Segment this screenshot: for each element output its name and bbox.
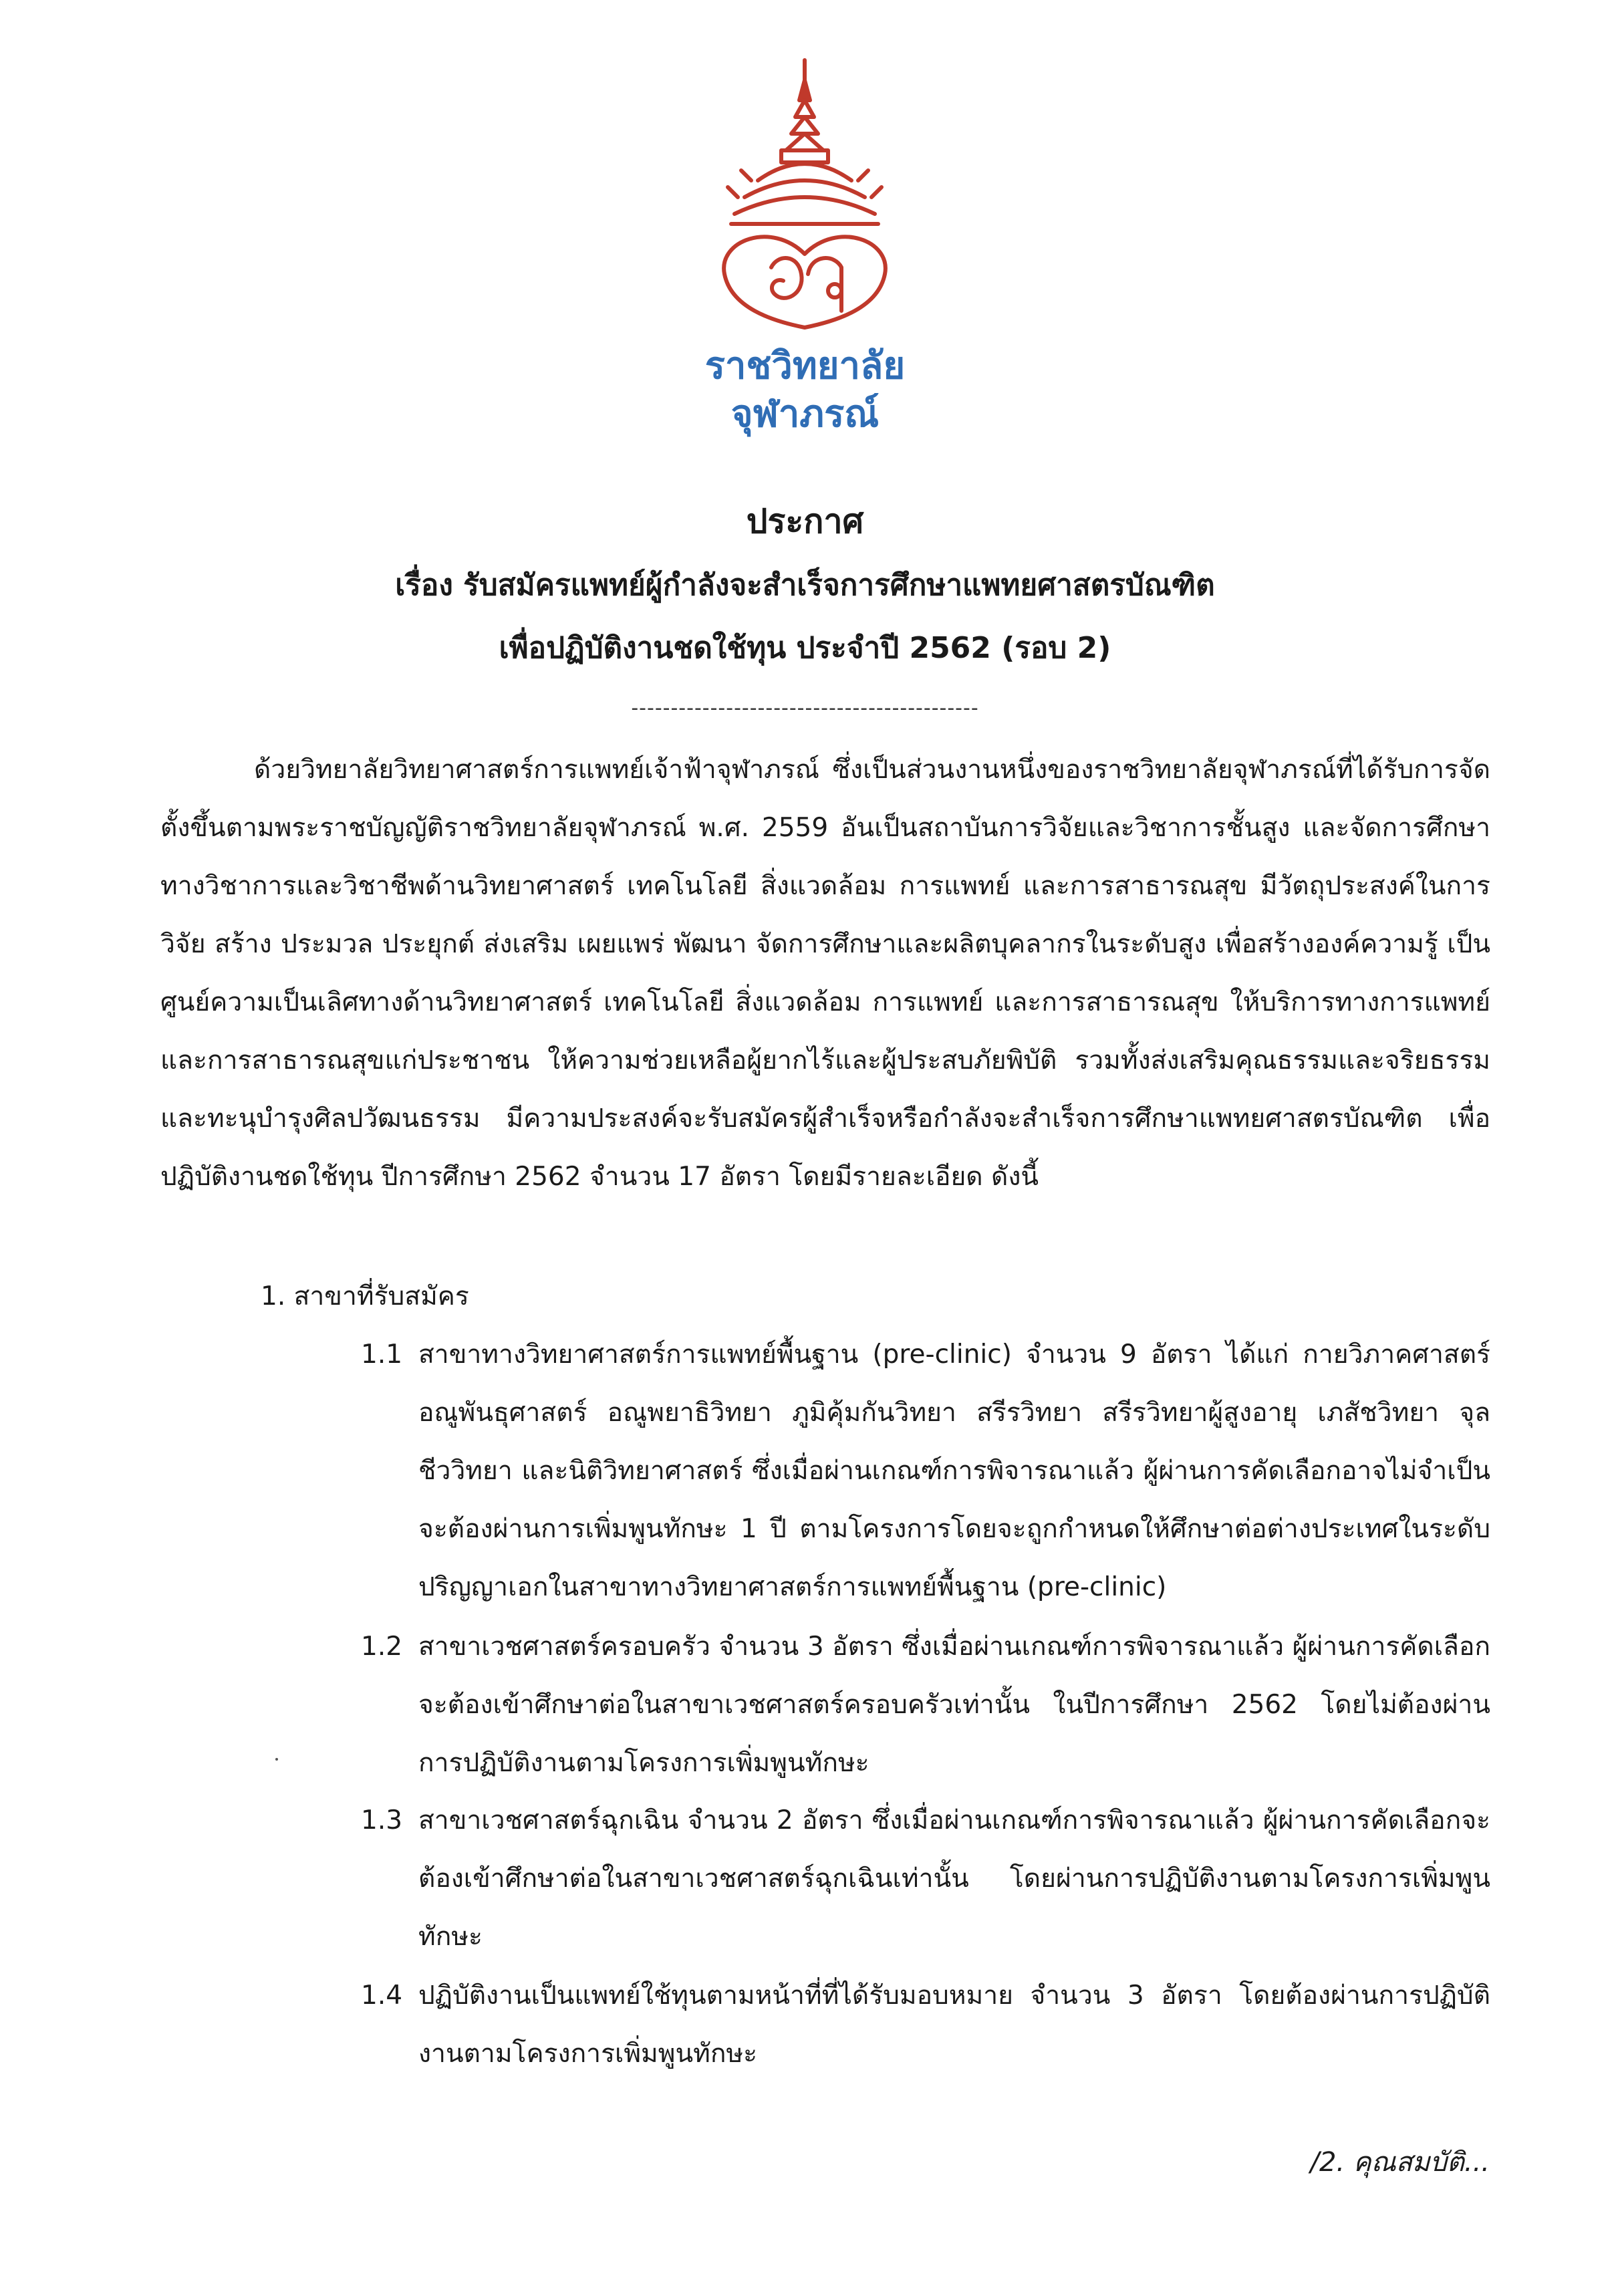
brand-name-line-2: จุฬาภรณ์ (730, 392, 880, 436)
list-item (361, 1618, 1490, 1792)
list-item (361, 1325, 1490, 1616)
list-item-number: 1.1 (361, 1340, 403, 1370)
section-heading: 1. สาขาที่รับสมัคร (261, 1281, 469, 1311)
list-item-text: สาขาเวชศาสตร์ฉุกเฉิน จำนวน 2 อัตรา ซึ่งเมื่อผ่านเกณฑ์การพิจารณาแล้ว ผู้ผ่านการคัดเลือกจะต้องเข้าศึกษาต่อในสาขาเวชศาสตร์ฉุกเฉินเท่านั้น โดยผ่านการปฏิบัติงานตามโครงการเพิ่มพูนทักษะ (418, 1805, 1490, 1952)
announcement-title: ประกาศ (746, 502, 864, 541)
brand-name-line-1: ราชวิทยาลัย (704, 344, 906, 388)
list-item-text: ปฏิบัติงานเป็นแพทย์ใช้ทุนตามหน้าที่ที่ได้รับมอบหมาย จำนวน 3 อัตรา โดยต้องผ่านการปฏิบัติงานตามโครงการเพิ่มพูนทักษะ (418, 1981, 1490, 2069)
intro-paragraph: ด้วยวิทยาลัยวิทยาศาสตร์การแพทย์เจ้าฟ้าจุฬาภรณ์ ซึ่งเป็นส่วนงานหนึ่งของราชวิทยาลัยจุฬาภรณ์ที่ได้รับการจัดตั้งขึ้นตามพระราชบัญญัติราชวิทยาลัยจุฬาภรณ์ พ.ศ. 2559 อันเป็นสถาบันการวิจัยและวิชาการชั้นสูง และจัดการศึกษาทางวิชาการและวิชาชีพด้านวิทยาศาสตร์ เทคโนโลยี สิ่งแวดล้อม การแพทย์ และการสาธารณสุข มีวัตถุประสงค์ในการวิจัย สร้าง ประมวล ประยุกต์ ส่งเสริม เผยแพร่ พัฒนา จัดการศึกษาและผลิตบุคลากรในระดับสูง เพื่อสร้างองค์ความรู้ เป็นศูนย์ความเป็นเลิศทางด้านวิทยาศาสตร์ เทคโนโลยี สิ่งแวดล้อม การแพทย์ และการสาธารณสุข ให้บริการทางการแพทย์และการสาธารณสุขแก่ประชาชน ให้ความช่วยเหลือผู้ยากไร้และผู้ประสบภัยพิบัติ รวมทั้งส่งเสริมคุณธรรมและจริยธรรม และทะนุบำรุงศิลปวัฒนธรรม มีความประสงค์จะรับสมัครผู้สำเร็จหรือกำลังจะสำเร็จการศึกษาแพทยศาสตรบัณฑิต เพื่อปฏิบัติงานชดใช้ทุน ปีการศึกษา 2562 จำนวน 17 อัตรา โดยมีรายละเอียด ดังนี้ (160, 755, 1490, 1192)
list-item-text: สาขาเวชศาสตร์ครอบครัว จำนวน 3 อัตรา ซึ่งเมื่อผ่านเกณฑ์การพิจารณาแล้ว ผู้ผ่านการคัดเลือกจะต้องเข้าศึกษาต่อในสาขาเวชศาสตร์ครอบครัวเท่านั้น ในปีการศึกษา 2562 โดยไม่ต้องผ่านการปฏิบัติงานตามโครงการเพิ่มพูนทักษะ (418, 1632, 1490, 1778)
list-item-number: 1.2 (361, 1632, 403, 1662)
list-item (361, 1791, 1490, 1966)
college-emblem-logo (671, 53, 938, 334)
royal-college-emblem-icon (671, 53, 938, 334)
list-item-number: 1.4 (361, 1981, 403, 2011)
scan-speck (275, 1758, 278, 1761)
separator-line: -------------------------------------------- (631, 696, 979, 720)
list-item (361, 1966, 1490, 2083)
list-item-text: สาขาทางวิทยาศาสตร์การแพทย์พื้นฐาน (pre-clinic) จำนวน 9 อัตรา ได้แก่ กายวิภาคศาสตร์ อณูพันธุศาสตร์ อณูพยาธิวิทยา ภูมิคุ้มกันวิทยา สรีรวิทยา สรีรวิทยาผู้สูงอายุ เภสัชวิทยา จุลชีววิทยา และนิติวิทยาศาสตร์ ซึ่งเมื่อผ่านเกณฑ์การพิจารณาแล้ว ผู้ผ่านการคัดเลือกอาจไม่จำเป็นจะต้องผ่านการเพิ่มพูนทักษะ 1 ปี ตามโครงการโดยจะถูกกำหนดให้ศึกษาต่อต่างประเทศในระดับปริญญาเอกในสาขาทางวิทยาศาสตร์การแพทย์พื้นฐาน (pre-clinic) (418, 1340, 1490, 1602)
continued-page-marker: /2. คุณสมบัติ... (1310, 2147, 1490, 2178)
announcement-subject: เรื่อง รับสมัครแพทย์ผู้กำลังจะสำเร็จการศึกษาแพทยศาสตรบัณฑิต (395, 568, 1215, 602)
announcement-purpose: เพื่อปฏิบัติงานชดใช้ทุน ประจำปี 2562 (รอบ 2) (499, 631, 1111, 665)
list-item-number: 1.3 (361, 1805, 403, 1835)
